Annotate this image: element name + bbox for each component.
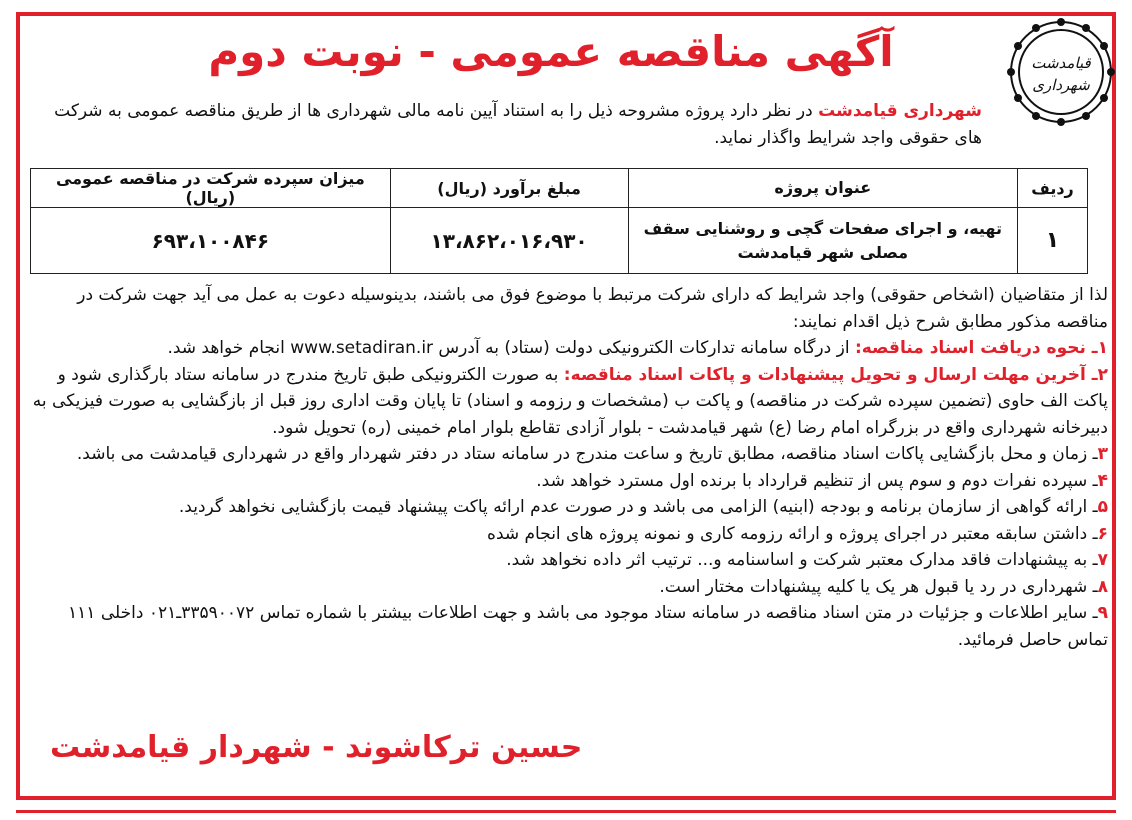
item-5-number: ۵ bbox=[1097, 497, 1108, 517]
mayor-signature: حسین ترکاشوند - شهردار قیامدشت bbox=[50, 730, 583, 765]
item-5-text: ـ ارائه گواهی از سازمان برنامه و بودجه (ابنیه) الزامی می باشد و در صورت عدم ارائه پاکت پیشنهاد قیمت بازگشایی نخواهد گردید. bbox=[178, 497, 1098, 517]
seal-text-top: قیامدشت bbox=[1031, 54, 1091, 72]
item-3-number: ۳ bbox=[1097, 444, 1108, 464]
item-4 bbox=[26, 468, 1108, 495]
bottom-rule bbox=[16, 810, 1116, 813]
intro-paragraph bbox=[26, 98, 982, 152]
setadiran-link[interactable]: www.setadiran.ir bbox=[290, 338, 434, 358]
table-header-row bbox=[31, 169, 1088, 208]
cell-deposit: ۶۹۳،۱۰۰۸۴۶ bbox=[31, 208, 391, 274]
cell-row-number: ۱ bbox=[1018, 208, 1088, 274]
intro-brand: شهرداری قیامدشت bbox=[818, 101, 982, 121]
header-project-title: عنوان پروژه bbox=[628, 169, 1018, 208]
item-6-text: ـ داشتن سابقه معتبر در اجرای پروژه و ارائه رزومه کاری و نمونه پروژه های انجام شده bbox=[487, 523, 1098, 544]
header-estimate: مبلغ برآورد (ریال) bbox=[390, 169, 628, 208]
municipality-seal-logo bbox=[1002, 16, 1120, 128]
table-row bbox=[31, 208, 1088, 274]
item-5 bbox=[26, 494, 1108, 521]
item-2 bbox=[26, 362, 1108, 442]
item-2-text: به صورت الکترونیکی طبق تاریخ مندرج در سامانه ستاد بارگذاری شود و پاکت الف حاوی (تضمین سپرده شرکت در مناقصه) و پاکت ب (مشخصات و رزومه و اسناد) تا پایان وقت اداری روز قبل از بازگشایی به صورت فیزیکی به دبیرخانه شهرداری واقع در بزرگراه امام رضا (ع) شهر قیامدشت - بلوار آزادی تقاطع بلوار امام خمینی (ره) تحویل شود. bbox=[32, 364, 1108, 438]
item-1-text-b: انجام خواهد شد. bbox=[167, 338, 291, 358]
item-1-text-a: از درگاه سامانه تدارکات الکترونیکی دولت (ستاد) به آدرس bbox=[433, 338, 855, 358]
tender-table bbox=[30, 168, 1088, 274]
item-1 bbox=[26, 335, 1108, 362]
item-8-number: ۸ bbox=[1097, 576, 1108, 597]
item-8 bbox=[26, 574, 1108, 601]
item-1-lead: ۱ـ نحوه دریافت اسناد مناقصه: bbox=[854, 338, 1108, 358]
cell-project-title: تهیه، و اجرای صفحات گچی و روشنایی سقف مصلی شهر قیامدشت bbox=[628, 208, 1018, 274]
item-4-number: ۴ bbox=[1097, 470, 1108, 491]
header-row-number: ردیف bbox=[1018, 169, 1088, 208]
notice-title: آگهی مناقصه عمومی - نوبت دوم bbox=[208, 27, 894, 76]
item-7-text: ـ به پیشنهادات فاقد مدارک معتبر شرکت و اساسنامه و... ترتیب اثر داده نخواهد شد. bbox=[506, 550, 1098, 570]
item-8-text: ـ شهرداری در رد یا قبول هر یک یا کلیه پیشنهادات مختار است. bbox=[659, 576, 1098, 597]
item-9-number: ۹ bbox=[1097, 603, 1108, 623]
item-3 bbox=[26, 441, 1108, 468]
item-9 bbox=[26, 600, 1108, 653]
item-4-text: ـ سپرده نفرات دوم و سوم پس از تنظیم قرارداد با برنده اول مسترد خواهد شد. bbox=[536, 470, 1098, 491]
intro-text: در نظر دارد پروژه مشروحه ذیل را به استناد آیین نامه مالی شهرداری ها از طریق مناقصه عمومی به شرکت های حقوقی واجد شرایط واگذار نماید. bbox=[54, 101, 982, 148]
notice-body bbox=[26, 282, 1108, 653]
invitation-paragraph: لذا از متقاضیان (اشخاص حقوقی) واجد شرایط که دارای شرکت مرتبط با موضوع فوق می باشند، بدینوسیله دعوت به عمل می آید جهت شرکت در مناقصه مذکور مطابق شرح ذیل اقدام نمایند: bbox=[77, 285, 1108, 332]
item-3-text: ـ زمان و محل بازگشایی پاکات اسناد مناقصه، مطابق تاریخ و ساعت مندرج در سامانه ستاد در دفتر شهردار واقع در شهرداری قیامدشت می باشد. bbox=[76, 444, 1098, 464]
item-6 bbox=[26, 521, 1108, 548]
seal-text-bottom: شهرداری bbox=[1032, 76, 1090, 94]
header-deposit: میزان سپرده شرکت در مناقصه عمومی (ریال) bbox=[31, 169, 391, 208]
item-9-text: ـ سایر اطلاعات و جزئیات در متن اسناد مناقصه در سامانه ستاد موجود می باشد و جهت اطلاعات بیشتر با شماره تماس ۳۳۵۹۰۰۷۲ـ۰۲۱ داخلی ۱۱۱ تماس حاصل فرمائید. bbox=[68, 603, 1108, 650]
cell-estimate: ۱۳،۸۶۲،۰۱۶،۹۳۰ bbox=[390, 208, 628, 274]
item-6-number: ۶ bbox=[1097, 523, 1108, 544]
item-7-number: ۷ bbox=[1097, 550, 1108, 570]
item-7 bbox=[26, 547, 1108, 574]
item-2-lead: ۲ـ آخرین مهلت ارسال و تحویل پیشنهادات و پاکات اسناد مناقصه: bbox=[563, 364, 1108, 385]
